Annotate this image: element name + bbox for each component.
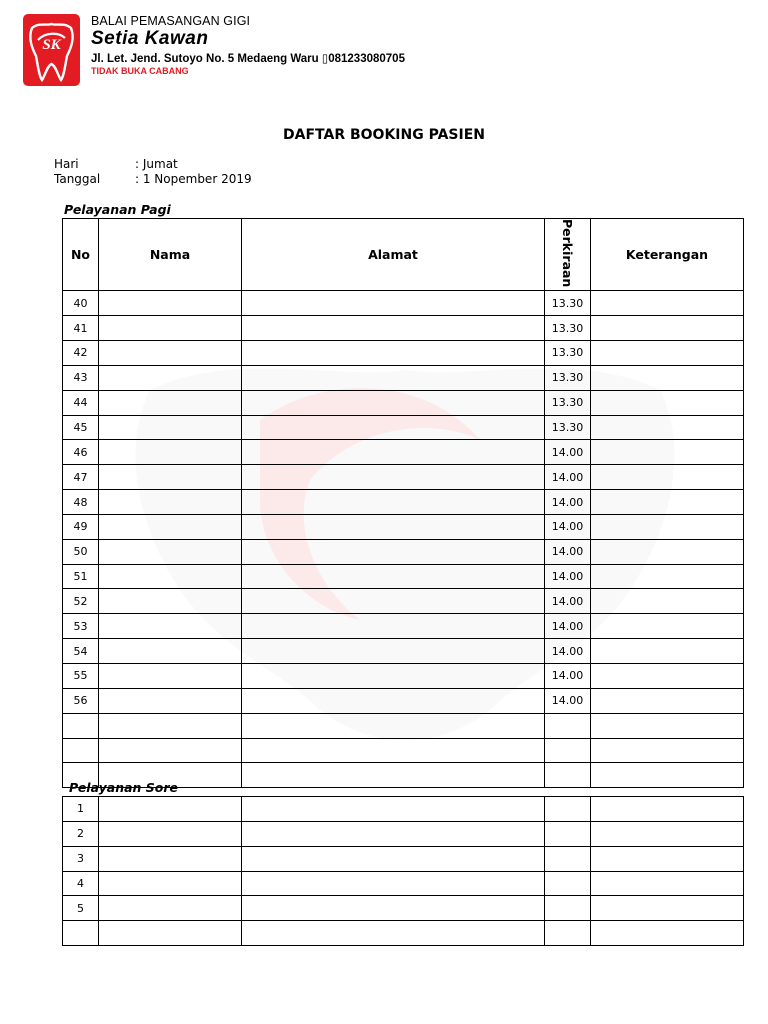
table-row (63, 514, 744, 539)
estimated-time-cell: 14.00 (545, 688, 591, 713)
clinic-name: Setia Kawan (91, 28, 209, 49)
morning-section-label: Pelayanan Pagi (64, 202, 171, 217)
address-cell (242, 514, 545, 539)
address-cell (242, 821, 545, 846)
row-number-cell: 49 (63, 514, 99, 539)
address-cell (242, 589, 545, 614)
column-header-nama: Nama (99, 219, 242, 291)
day-value: : Jumat (135, 157, 178, 171)
name-cell (99, 664, 242, 689)
table-row (63, 390, 744, 415)
notes-cell (591, 291, 744, 316)
address-cell (242, 390, 545, 415)
notes-cell (591, 738, 744, 763)
row-number-cell: 46 (63, 440, 99, 465)
table-row (63, 664, 744, 689)
name-cell (99, 539, 242, 564)
table-row (63, 564, 744, 589)
notes-cell (591, 763, 744, 788)
row-number-cell: 4 (63, 871, 99, 896)
table-row (63, 639, 744, 664)
row-number-cell (63, 713, 99, 738)
estimated-time-cell: 13.30 (545, 341, 591, 366)
row-number-cell: 42 (63, 341, 99, 366)
estimated-time-cell (545, 896, 591, 921)
name-cell (99, 564, 242, 589)
address-cell (242, 365, 545, 390)
estimated-time-cell: 14.00 (545, 639, 591, 664)
table-row (63, 614, 744, 639)
estimated-time-cell: 14.00 (545, 564, 591, 589)
estimated-time-cell: 14.00 (545, 664, 591, 689)
notes-cell (591, 639, 744, 664)
name-cell (99, 713, 242, 738)
estimated-time-cell (545, 846, 591, 871)
table-row (63, 291, 744, 316)
address-cell (242, 614, 545, 639)
afternoon-section-label: Pelayanan Sore (69, 780, 179, 795)
morning-booking-table (62, 218, 744, 788)
row-number-cell: 1 (63, 797, 99, 822)
estimated-time-cell (545, 921, 591, 946)
address-cell (242, 539, 545, 564)
notes-cell (591, 539, 744, 564)
estimated-time-cell: 14.00 (545, 514, 591, 539)
address-cell (242, 871, 545, 896)
afternoon-table-body (63, 797, 744, 946)
table-row (63, 589, 744, 614)
name-cell (99, 440, 242, 465)
notes-cell (591, 614, 744, 639)
table-row (63, 365, 744, 390)
row-number-cell: 40 (63, 291, 99, 316)
row-number-cell: 3 (63, 846, 99, 871)
address-cell (242, 564, 545, 589)
notes-cell (591, 490, 744, 515)
row-number-cell (63, 738, 99, 763)
table-row (63, 797, 744, 822)
estimated-time-cell: 14.00 (545, 614, 591, 639)
table-row (63, 846, 744, 871)
address-cell (242, 738, 545, 763)
column-header-perkiraan: Perkiraan (545, 219, 591, 291)
column-header-no: No (63, 219, 99, 291)
address-cell (242, 639, 545, 664)
row-number-cell: 44 (63, 390, 99, 415)
column-header-keterangan: Keterangan (591, 219, 744, 291)
address-cell (242, 763, 545, 788)
date-label: Tanggal (54, 172, 101, 186)
clinic-address: Jl. Let. Jend. Sutoyo No. 5 Medaeng Waru ▯081233080705 (91, 53, 405, 65)
name-cell (99, 365, 242, 390)
estimated-time-cell: 13.30 (545, 390, 591, 415)
estimated-time-cell (545, 871, 591, 896)
table-row (63, 539, 744, 564)
address-cell (242, 415, 545, 440)
estimated-time-cell: 14.00 (545, 539, 591, 564)
row-number-cell: 55 (63, 664, 99, 689)
name-cell (99, 639, 242, 664)
table-row (63, 465, 744, 490)
notes-cell (591, 316, 744, 341)
clinic-note: TIDAK BUKA CABANG (91, 66, 189, 76)
table-row (63, 341, 744, 366)
notes-cell (591, 821, 744, 846)
address-cell (242, 341, 545, 366)
address-cell (242, 440, 545, 465)
table-row (63, 871, 744, 896)
name-cell (99, 871, 242, 896)
notes-cell (591, 514, 744, 539)
name-cell (99, 490, 242, 515)
table-row (63, 688, 744, 713)
name-cell (99, 821, 242, 846)
name-cell (99, 688, 242, 713)
notes-cell (591, 664, 744, 689)
address-cell (242, 465, 545, 490)
notes-cell (591, 415, 744, 440)
notes-cell (591, 846, 744, 871)
name-cell (99, 291, 242, 316)
name-cell (99, 514, 242, 539)
notes-cell (591, 390, 744, 415)
name-cell (99, 797, 242, 822)
notes-cell (591, 871, 744, 896)
estimated-time-cell: 14.00 (545, 465, 591, 490)
table-row (63, 415, 744, 440)
address-cell (242, 490, 545, 515)
row-number-cell: 51 (63, 564, 99, 589)
address-cell (242, 291, 545, 316)
address-cell (242, 896, 545, 921)
name-cell (99, 465, 242, 490)
name-cell (99, 316, 242, 341)
address-cell (242, 664, 545, 689)
notes-cell (591, 589, 744, 614)
estimated-time-cell: 13.30 (545, 415, 591, 440)
row-number-cell: 47 (63, 465, 99, 490)
row-number-cell: 5 (63, 896, 99, 921)
estimated-time-cell (545, 738, 591, 763)
estimated-time-cell: 14.00 (545, 440, 591, 465)
estimated-time-cell (545, 763, 591, 788)
estimated-time-cell: 13.30 (545, 316, 591, 341)
name-cell (99, 415, 242, 440)
column-header-alamat: Alamat (242, 219, 545, 291)
address-cell (242, 688, 545, 713)
estimated-time-cell: 13.30 (545, 291, 591, 316)
notes-cell (591, 896, 744, 921)
name-cell (99, 341, 242, 366)
notes-cell (591, 797, 744, 822)
notes-cell (591, 440, 744, 465)
address-cell (242, 316, 545, 341)
name-cell (99, 738, 242, 763)
table-row (63, 490, 744, 515)
row-number-cell: 50 (63, 539, 99, 564)
logo-lettering: SK (42, 37, 61, 53)
row-number-cell: 48 (63, 490, 99, 515)
name-cell (99, 390, 242, 415)
address-cell (242, 797, 545, 822)
address-cell (242, 846, 545, 871)
name-cell (99, 846, 242, 871)
tooth-logo-icon (23, 14, 80, 86)
table-row (63, 821, 744, 846)
notes-cell (591, 564, 744, 589)
table-row (63, 440, 744, 465)
row-number-cell: 52 (63, 589, 99, 614)
row-number-cell: 54 (63, 639, 99, 664)
row-number-cell: 43 (63, 365, 99, 390)
notes-cell (591, 365, 744, 390)
name-cell (99, 614, 242, 639)
estimated-time-cell (545, 713, 591, 738)
table-row (63, 921, 744, 946)
estimated-time-cell: 13.30 (545, 365, 591, 390)
table-row (63, 738, 744, 763)
day-label: Hari (54, 157, 79, 171)
notes-cell (591, 688, 744, 713)
row-number-cell (63, 921, 99, 946)
estimated-time-cell: 14.00 (545, 589, 591, 614)
clinic-subtitle: BALAI PEMASANGAN GIGI (91, 14, 251, 28)
row-number-cell: 56 (63, 688, 99, 713)
name-cell (99, 921, 242, 946)
name-cell (99, 589, 242, 614)
name-cell (99, 896, 242, 921)
table-row (63, 896, 744, 921)
estimated-time-cell (545, 797, 591, 822)
document-title: DAFTAR BOOKING PASIEN (283, 127, 485, 143)
notes-cell (591, 341, 744, 366)
afternoon-booking-table (62, 796, 744, 946)
date-value: : 1 Nopember 2019 (135, 172, 252, 186)
notes-cell (591, 713, 744, 738)
estimated-time-cell: 14.00 (545, 490, 591, 515)
notes-cell (591, 921, 744, 946)
clinic-logo (23, 14, 80, 86)
table-row (63, 713, 744, 738)
row-number-cell: 45 (63, 415, 99, 440)
notes-cell (591, 465, 744, 490)
address-cell (242, 713, 545, 738)
estimated-time-cell (545, 821, 591, 846)
table-row (63, 316, 744, 341)
row-number-cell: 41 (63, 316, 99, 341)
address-cell (242, 921, 545, 946)
row-number-cell: 53 (63, 614, 99, 639)
morning-table-body (63, 291, 744, 788)
row-number-cell: 2 (63, 821, 99, 846)
